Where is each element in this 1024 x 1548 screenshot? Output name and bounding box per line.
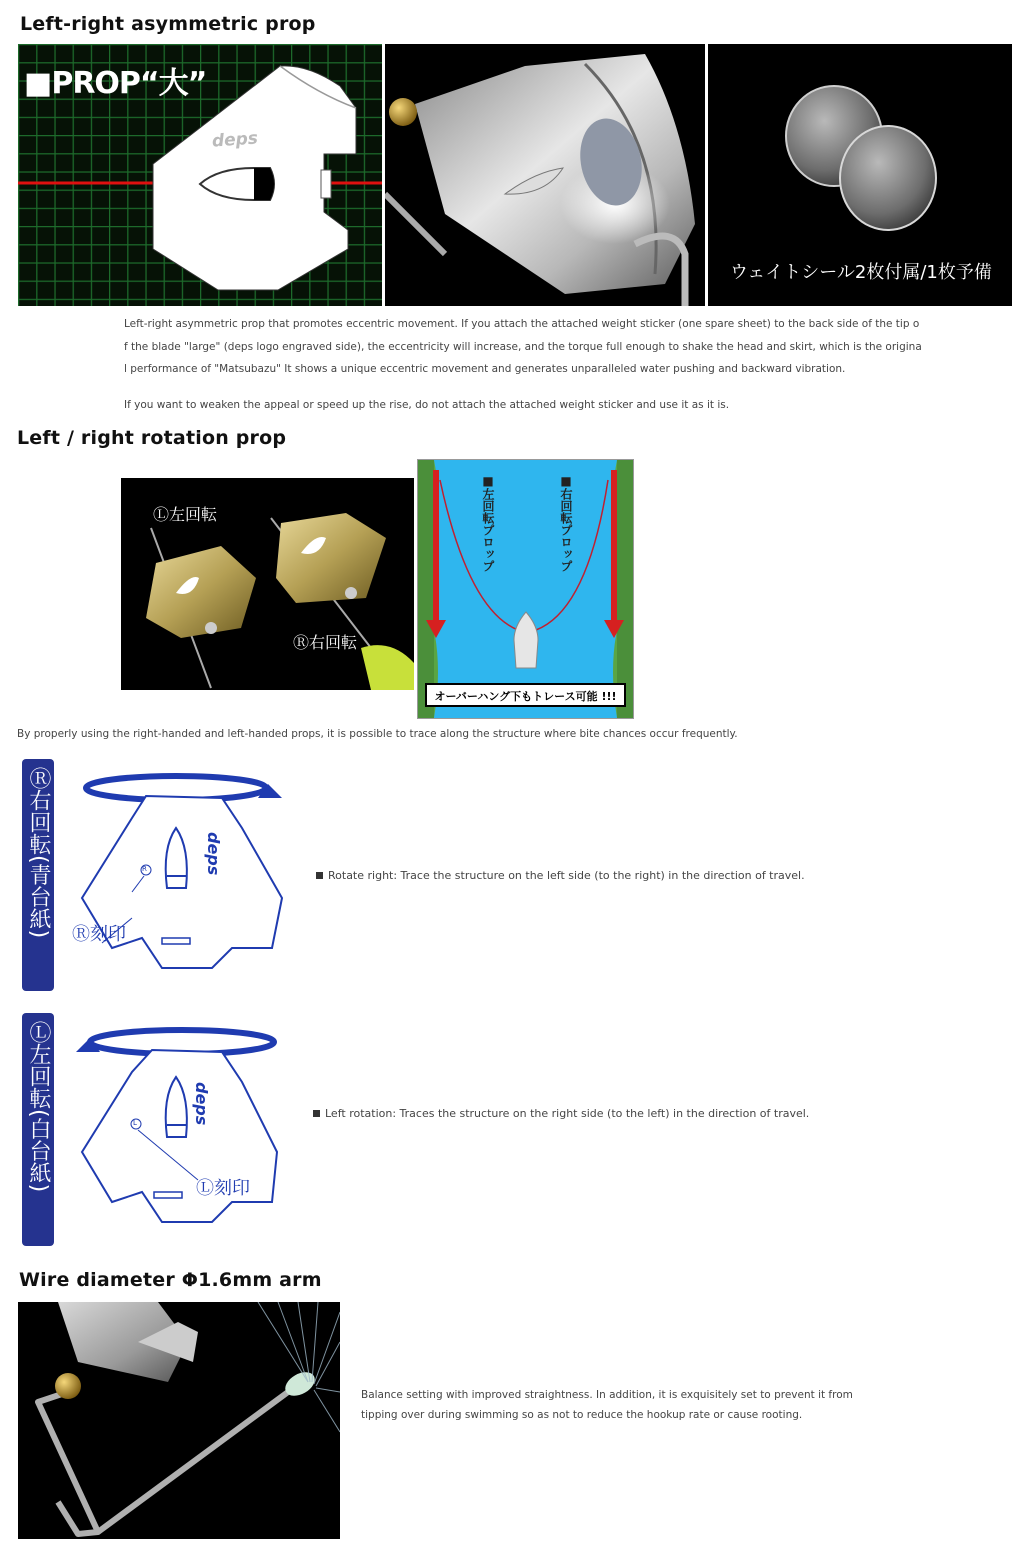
right-small-mark: R — [142, 865, 147, 873]
trace-diagram-illustration — [418, 460, 633, 718]
right-engraving-label: Ⓡ刻印 — [72, 924, 126, 945]
prop-large-label: ■PROP“大” — [24, 66, 207, 101]
overhang-banner: オーバーハング下もトレース可能 !!! — [434, 690, 617, 703]
diagram-right-prop-label: ■右回転プロップ — [559, 474, 573, 572]
right-prop-outline — [72, 768, 292, 978]
asymmetric-note: If you want to weaken the appeal or speed up the rise, do not attach the attached weight sticker and use it as it is. — [124, 399, 730, 411]
bullet-square-icon — [316, 872, 323, 879]
right-rotation-tag-text: Ⓡ右回転(青台紙) — [26, 767, 51, 939]
blade-photo — [385, 44, 705, 306]
left-small-mark: L — [133, 1119, 137, 1127]
section-title-rotation: Left / right rotation prop — [17, 427, 287, 449]
wire-arm-illustration — [18, 1302, 340, 1539]
wire-description-line: Balance setting with improved straightness. In addition, it is exquisitely set to prevent it from — [361, 1389, 853, 1401]
right-rotation-description — [316, 869, 805, 882]
asymmetric-description-line: f the blade "large" (deps logo engraved side), the eccentricity will increase, and the torque full enough to shake the head and skirt, which is the origina — [124, 340, 922, 353]
left-prop-diagram — [72, 1022, 292, 1232]
wire-description — [361, 1386, 981, 1425]
section-title-asymmetric: Left-right asymmetric prop — [20, 13, 316, 35]
rotation-description: By properly using the right-handed and left-handed props, it is possible to trace along the structure where bite chances occur frequently. — [17, 728, 738, 740]
right-rotation-tag — [22, 759, 54, 991]
trace-diagram — [417, 459, 634, 719]
left-engraving-label: Ⓛ刻印 — [196, 1178, 250, 1199]
weight-sticker-photo — [708, 44, 1012, 306]
left-rotation-tag-text: Ⓛ左回転(白台紙) — [26, 1021, 51, 1193]
blade-photo-illustration — [385, 44, 705, 306]
rotation-props-photo — [121, 478, 414, 690]
left-prop-outline — [72, 1022, 292, 1232]
weight-sticker-caption: ウェイトシール2枚付属/1枚予備 — [730, 262, 992, 283]
deps-logo: deps — [211, 128, 259, 152]
deps-logo-right: deps — [204, 832, 223, 876]
wire-arm-photo — [18, 1302, 340, 1539]
deps-logo-left: deps — [192, 1082, 211, 1126]
left-rotation-tag — [22, 1013, 54, 1246]
left-rotation-description — [313, 1107, 809, 1120]
section-title-wire: Wire diameter Φ1.6mm arm — [19, 1269, 322, 1291]
wire-description-line: tipping over during swimming so as not to reduce the hookup rate or cause rooting. — [361, 1408, 803, 1421]
left-rotation-label: Ⓛ左回転 — [153, 505, 218, 524]
asymmetric-description-line: Left-right asymmetric prop that promotes eccentric movement. If you attach the attached weight sticker (one spare sheet) to the back side of the tip o — [124, 318, 920, 330]
prop-grid-image — [18, 44, 382, 306]
diagram-left-prop-label: ■左回転プロップ — [481, 474, 495, 572]
asymmetric-description — [124, 313, 924, 381]
bullet-square-icon — [313, 1110, 320, 1117]
right-rotation-label: Ⓡ右回転 — [293, 633, 358, 652]
right-prop-diagram — [72, 768, 292, 978]
left-rotation-description-text: Left rotation: Traces the structure on the right side (to the left) in the direction of travel. — [325, 1107, 810, 1120]
asymmetric-description-line: l performance of "Matsubazu" It shows a unique eccentric movement and generates unparalleled water pushing and backward vibration. — [124, 363, 846, 375]
right-rotation-description-text: Rotate right: Trace the structure on the left side (to the right) in the direction of travel. — [328, 869, 805, 882]
